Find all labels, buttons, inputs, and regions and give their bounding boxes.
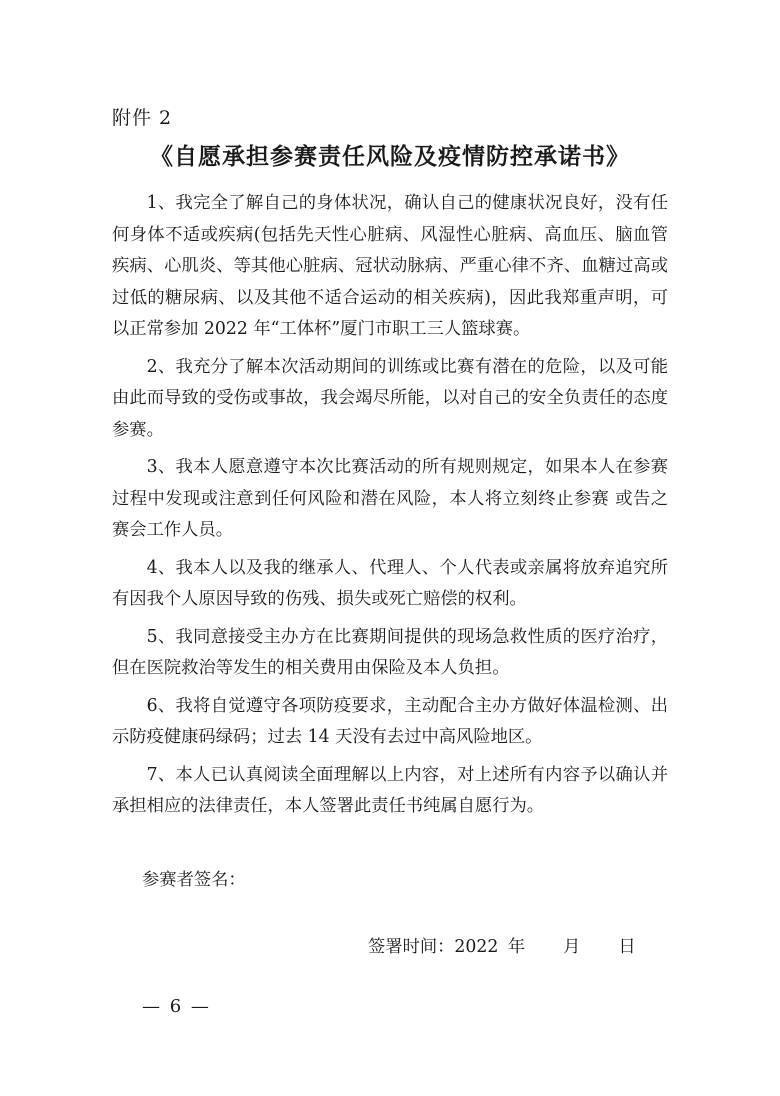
signing-date-line: 签署时间：2022 年 月 日 (368, 937, 636, 957)
page-number: — 6 — (142, 996, 211, 1017)
paragraph-2: 2、我充分了解本次活动期间的训练或比赛有潜在的危险，以及可能由此而导致的受伤或事故，我会竭尽所能，以对自己的安全负责任的态度参赛。 (112, 356, 668, 440)
attachment-label: 附件 2 (112, 107, 173, 129)
paragraph-6: 6、我将自觉遵守各项防疫要求，主动配合主办方做好体温检测、出示防疫健康码绿码；过去 14 天没有去过中高风险地区。 (112, 695, 668, 747)
paragraph-1: 1、我完全了解自己的身体状况，确认自己的健康状况良好，没有任何身体不适或疾病(包括先天性心脏病、风湿性心脏病、高血压、脑血管疾病、心肌炎、等其他心脏病、冠状动脉病、严重心律不齐、血糖过高或过低的糖尿病、以及其他不适合运动的相关疾病)，因此我郑重声明，可以正常参加 2022 年“工体杯”厦门市职工三人篮球赛。 (112, 193, 668, 339)
document-title: 《自愿承担参赛责任风险及疫情防控承诺书》 (150, 143, 630, 170)
participant-signature-label: 参赛者签名： (142, 870, 246, 890)
paragraph-5: 5、我同意接受主办方在比赛期间提供的现场急救性质的医疗治疗，但在医院救治等发生的相关费用由保险及本人负担。 (112, 626, 668, 678)
paragraph-4: 4、我本人以及我的继承人、代理人、个人代表或亲属将放弃追究所有因我个人原因导致的伤残、损失或死亡赔偿的权利。 (112, 557, 668, 609)
document-body (112, 188, 668, 829)
paragraph-3: 3、我本人愿意遵守本次比赛活动的所有规则规定，如果本人在参赛过程中发现或注意到任何风险和潜在风险，本人将立刻终止参赛 或告之赛会工作人员。 (112, 457, 668, 540)
paragraph-7: 7、本人已认真阅读全面理解以上内容，对上述所有内容予以确认并承担相应的法律责任，本人签署此责任书纯属自愿行为。 (112, 764, 668, 816)
